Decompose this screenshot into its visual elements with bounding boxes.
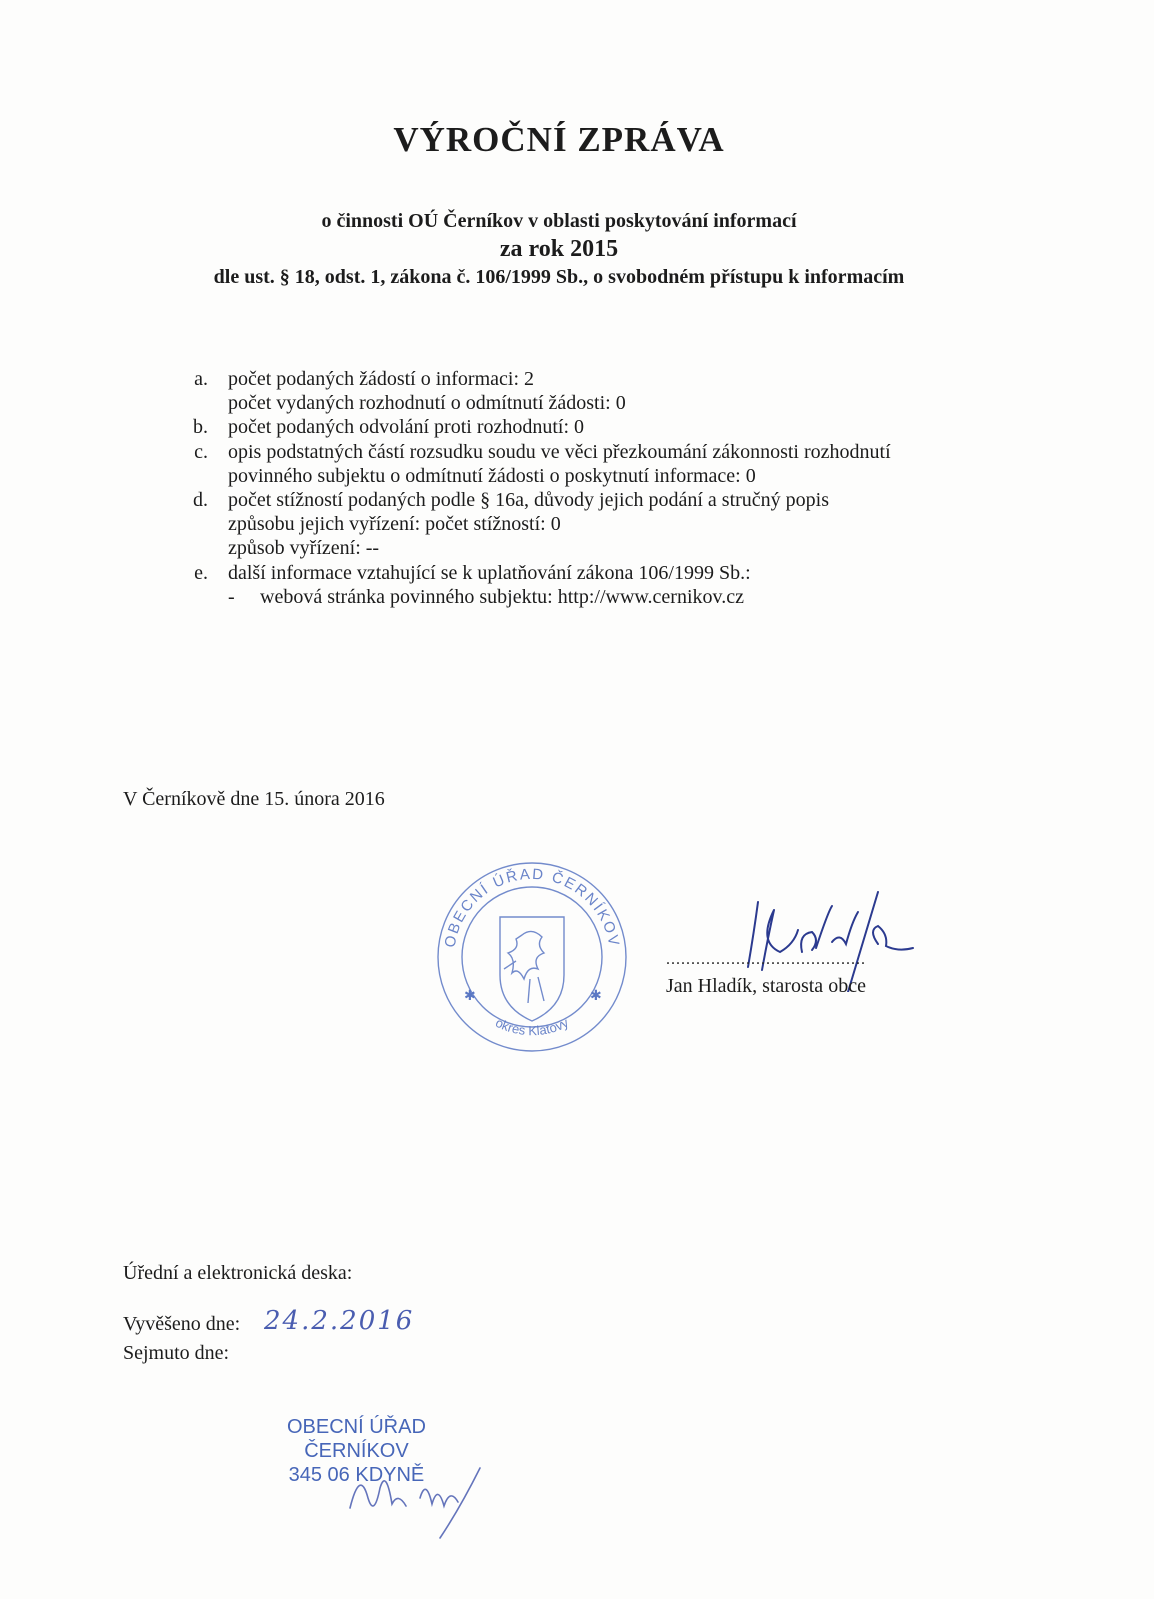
item-line: opis podstatných částí rozsudku soudu ve věci přezkoumání zákonnosti rozhodnutí	[228, 440, 891, 463]
item-line: způsob vyřízení: --	[228, 537, 380, 560]
item-line: povinného subjektu o odmítnutí žádosti o poskytnutí informace: 0	[228, 464, 756, 487]
item-line: další informace vztahující se k uplatňování zákona 106/1999 Sb.:	[228, 561, 751, 584]
item-marker: a.	[194, 368, 208, 390]
item-line: počet podaných odvolání proti rozhodnutí: 0	[228, 416, 585, 439]
website-text: webová stránka povinného subjektu: http://www.cernikov.cz	[260, 585, 744, 608]
report-item-a	[186, 367, 1046, 415]
dash-bullet: -	[228, 585, 235, 608]
item-line: počet podaných žádostí o informaci: 2	[228, 368, 535, 390]
stamp-top-text: OBECNÍ ÚŘAD ČERNÍKOV	[441, 865, 623, 949]
subtitle-year: za rok 2015	[499, 236, 619, 262]
posted-date-handwritten: 24.2.2016	[264, 1306, 415, 1336]
removed-label: Sejmuto dne:	[123, 1342, 230, 1364]
report-item-e	[186, 561, 1046, 609]
report-item-b	[186, 415, 1046, 439]
subtitle-activity: o činnosti OÚ Černíkov v oblasti poskytování informací	[321, 210, 797, 232]
item-line: způsobu jejich vyřízení: počet stížností: 0	[228, 513, 561, 536]
svg-text:OBECNÍ ÚŘAD ČERNÍKOV	[441, 866, 622, 949]
item-marker: c.	[194, 440, 208, 463]
place-and-date: V Černíkově dne 15. února 2016	[123, 788, 385, 810]
svg-text:✱: ✱	[464, 988, 476, 1004]
stamp-signature-icon	[340, 1448, 490, 1543]
signatory-name: Jan Hladík, starosta obce	[666, 975, 866, 997]
website-line	[228, 585, 1046, 609]
item-line: počet vydaných rozhodnutí o odmítnutí žádosti: 0	[228, 392, 626, 415]
item-marker: e.	[194, 561, 208, 584]
subtitle-law: dle ust. § 18, odst. 1, zákona č. 106/1999 Sb., o svobodném přístupu k informacím	[213, 266, 905, 288]
office-stamp-line3: 345 06 KDYNĚ	[288, 1464, 425, 1486]
posted-label: Vyvěšeno dne:	[123, 1313, 241, 1335]
item-marker: b.	[193, 416, 208, 439]
svg-text:✱: ✱	[590, 988, 602, 1004]
item-line: počet stížností podaných podle § 16a, důvody jejich podání a stručný popis	[228, 489, 829, 512]
signature-line: ........................................	[666, 951, 866, 968]
office-stamp-line2: ČERNÍKOV	[304, 1440, 409, 1462]
round-stamp-icon	[432, 857, 632, 1057]
stamp-bottom-text: okres Klatovy	[493, 1014, 571, 1039]
report-item-d	[186, 488, 1046, 561]
document-title: VÝROČNÍ ZPRÁVA	[393, 120, 725, 159]
report-items	[186, 367, 1046, 609]
svg-text:okres Klatovy	[493, 1015, 571, 1039]
office-stamp-line1: OBECNÍ ÚŘAD	[287, 1416, 426, 1438]
board-label: Úřední a elektronická deska:	[123, 1262, 353, 1284]
report-item-c	[186, 440, 1046, 488]
item-marker: d.	[193, 489, 208, 512]
